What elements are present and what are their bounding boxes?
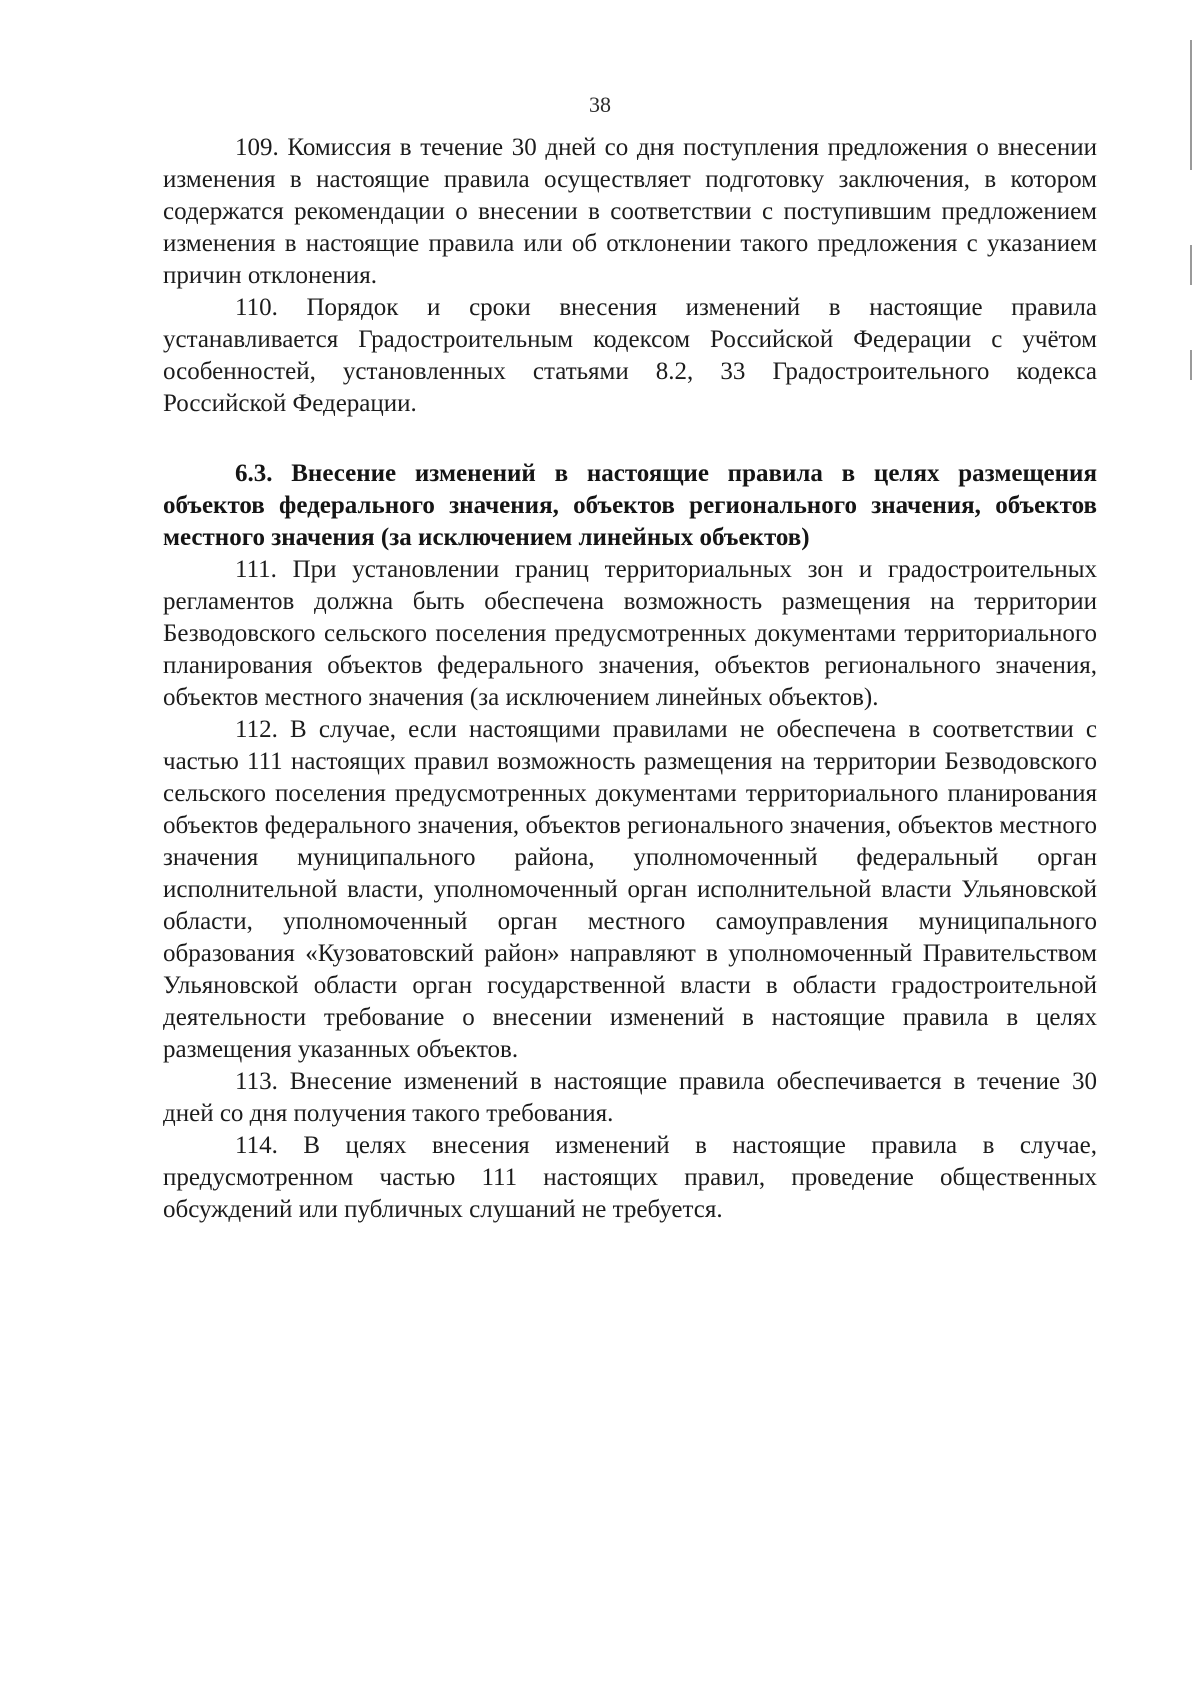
page-number: 38 xyxy=(589,92,611,117)
document-body xyxy=(163,132,1097,1226)
paragraph-113: 113. Внесение изменений в настоящие правила обеспечивается в течение 30 дней со дня получения такого требования. xyxy=(163,1068,1097,1127)
section-heading-6-3: 6.3. Внесение изменений в настоящие правила в целях размещения объектов федерального значения, объектов регионального значения, объектов местного значения (за исключением линейных объектов) xyxy=(163,460,1097,551)
scan-edge-mark xyxy=(1190,245,1192,285)
paragraph-112: 112. В случае, если настоящими правилами не обеспечена в соответствии с частью 111 настоящих правил возможность размещения на территории Безводовского сельского поселения предусмотренных документами территориального планирования объектов федерального значения, объектов регионального значения, объектов местного значения муниципального района, уполномоченный федеральный орган исполнительной власти, уполномоченный орган исполнительной власти Ульяновской области, уполномоченный орган местного самоуправления муниципального образования «Кузоватовский район» направляют в уполномоченный Правительством Ульяновской области орган государственной власти в области градостроительной деятельности требование о внесении изменений в настоящие правила в целях размещения указанных объектов. xyxy=(163,716,1097,1063)
scan-edge-mark xyxy=(1190,40,1192,170)
paragraph-111: 111. При установлении границ территориальных зон и градостроительных регламентов должна быть обеспечена возможность размещения на территории Безводовского сельского поселения предусмотренных документами территориального планирования объектов федерального значения, объектов регионального значения, объектов местного значения (за исключением линейных объектов). xyxy=(163,556,1097,711)
paragraph-114: 114. В целях внесения изменений в настоящие правила в случае, предусмотренном частью 111 настоящих правил, проведение общественных обсуждений или публичных слушаний не требуется. xyxy=(163,1132,1097,1223)
paragraph-110: 110. Порядок и сроки внесения изменений в настоящие правила устанавливается Градостроительным кодексом Российской Федерации с учётом особенностей, установленных статьями 8.2, 33 Градостроительного кодекса Российской Федерации. xyxy=(163,294,1097,417)
scan-edge-mark xyxy=(1190,350,1192,380)
paragraph-109: 109. Комиссия в течение 30 дней со дня поступления предложения о внесении изменения в настоящие правила осуществляет подготовку заключения, в котором содержатся рекомендации о внесении в соответствии с поступившим предложением изменения в настоящие правила или об отклонении такого предложения с указанием причин отклонения. xyxy=(163,134,1097,289)
